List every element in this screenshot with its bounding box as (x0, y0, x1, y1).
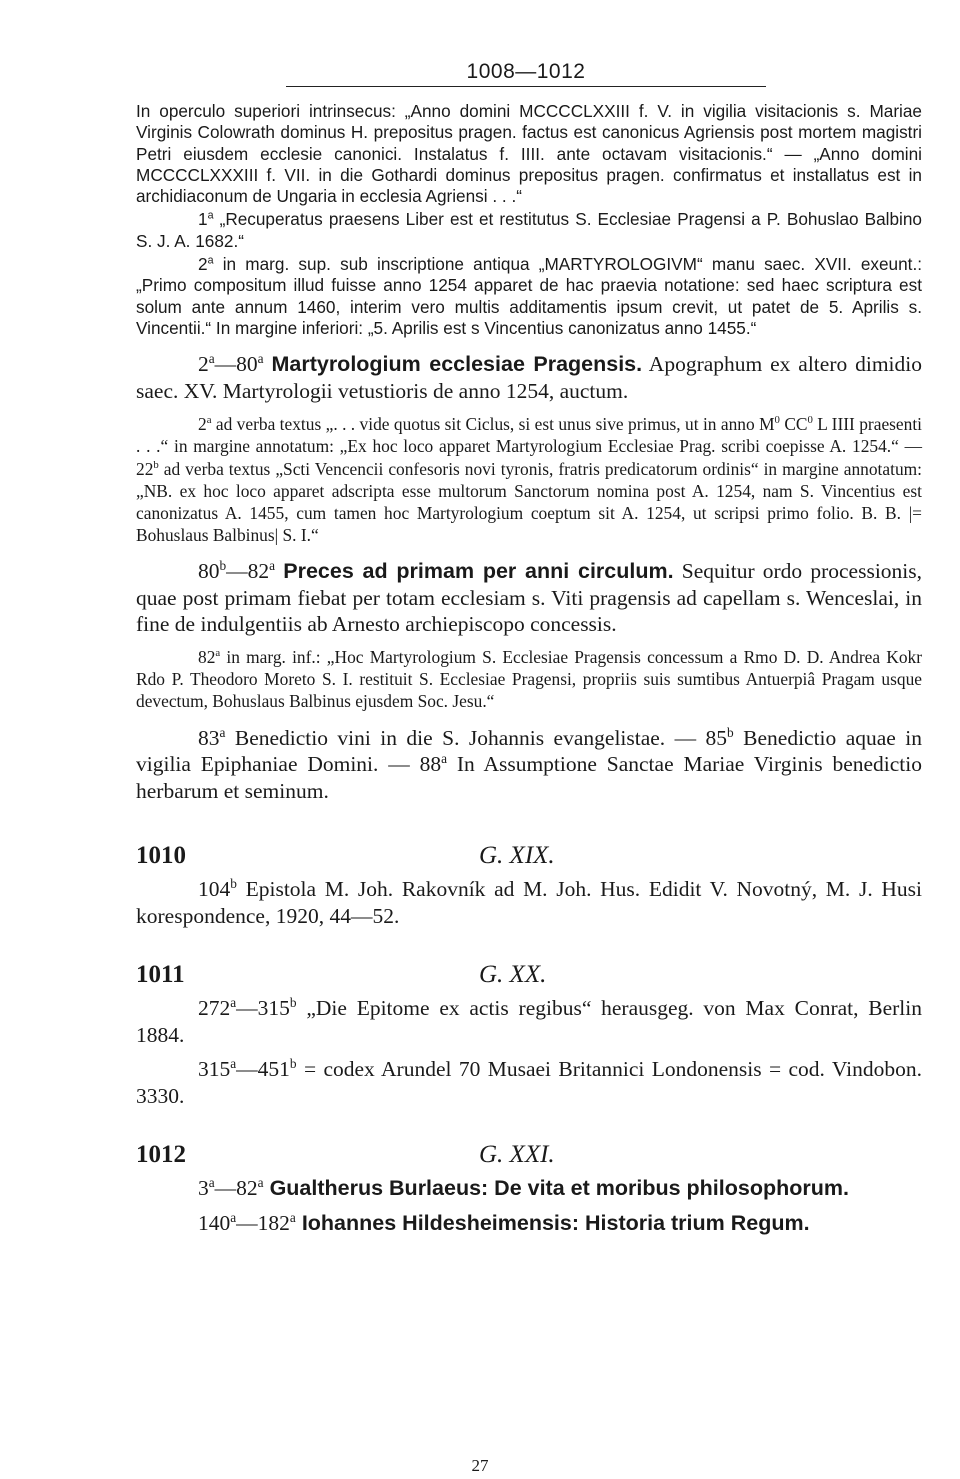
entry-number: 1011 (136, 961, 185, 989)
entry-1011-heading (136, 961, 922, 989)
page-body (136, 60, 922, 1236)
entry-1010-heading (136, 842, 922, 870)
entry-signature: G. XXI. (479, 1141, 555, 1169)
note-1a: 1$^a$ „Recuperatus praesens Liber est et restitutus S. Ecclesiae Pragensi a P. Bohuslao Balbino S. J. A. 1682.“ (136, 209, 922, 251)
entry-1012-text-2: 140$^a$—182$^a$ Iohannes Hildesheimensis: Historia trium Regum. (198, 1209, 810, 1235)
entry-number: 1010 (136, 842, 186, 870)
note-operculum: In operculo superiori intrinsecus: „Anno domini MCCCCLXXIII f. V. in vigilia visitacionis s. Mariae Virginis Colowrath dominus H. prepositus pragen. factus est canonicus Agriensis post mortem magistri Petri eiusdem ecclesie canonici. Instalatus f. IIII. ante octavam visitacionis.“ — „Anno domini MCCCCLXXXIII f. VII. in die Gothardi dominus prepositus pragen. confirmatus et installatus est in archidiaconum de Ungaria in ecclesia Agriensi . . .“ (136, 101, 922, 207)
note-preces: 82$^a$ in marg. inf.: „Hoc Martyrologium S. Ecclesiae Pragensis concessum a Rmo D. D. Andrea Kokr Rdo P. Theodoro Moreto S. I. restituit S. Ecclesiae Pragensi, propriis suis sumtibus Antuerpiâ Pragam usque devectum, Bohuslaus Balbinus ejusdem Soc. Jesu.“ (136, 646, 922, 712)
entry-1011-text-2: $315^a—451^b$ = codex Arundel 70 Musaei Britannici Londonensis = cod. Vindobon. 3330. (136, 1055, 922, 1108)
entry-1012-heading (136, 1141, 922, 1169)
entry-1011-text-1: 272$^a$—315$^b$ „Die Epitome ex actis regibus“ herausgeg. von Max Conrat, Berlin 1884. (136, 994, 922, 1047)
section-benedictio: 83$^a$ Benedictio vini in die S. Johannis evangelistae. — 85$^b$ Benedictio aquae in vigilia Epiphaniae Domini. — 88$^a$ In Assumptione Sanctae Mariae Virginis benedictio herbarum et seminum. (136, 724, 922, 803)
entry-signature: G. XIX. (479, 842, 555, 870)
section-martyrologium: 2$^a$—80$^a$ Martyrologium ecclesiae Pragensis. Apographum ex altero dimidio saec. XV. Martyrologii vetustioris de anno 1254, auctum. (136, 351, 922, 403)
entry-signature: G. XX. (479, 961, 547, 989)
entry-1010-text: 104$^b$ Epistola M. Joh. Rakovník ad M. Joh. Hus. Edidit V. Novotný, M. J. Husi korespondence, 1920, 44—52. (136, 875, 922, 928)
note-martyrologium: 2$^a$ ad verba textus „. . . vide quotus sit Ciclus, si est unus sive primus, ut in anno $M^0$ $CC^0$ L IIII praesenti . . .“ in margine annotatum: „Ex hoc loco apparet Martyrologium Ecclesiae Prag. scribi coepisse A. 1254.“ — 22$^b$ ad verba textus „Scti Vencencii confesoris novi tyronis, fratris predicatorum ordinis“ in margine annotatum: „NB. ex hoc loco apparet adscripta esse multorum Sanctorum nomina post A. 1254, nam S. Vincentius est canonizatus A. 1455, cum tamen hoc Martyrologium coeptum sit A. 1254, ut scripsi primo folio. B. B. |= Bohuslaus Balbinus| S. I.“ (136, 414, 923, 546)
note-2a: 2$^a$ in marg. sup. sub inscriptione antiqua „MARTYROLOGIVM“ manu saec. XVII. exeunt.: „Primo compositum illud fuisse anno 1254 apparet de hac praevia notatione: sed haec scriptura est solum ante annum 1460, interim vero multis additamentis ipsum crevit, ut patet de 5. Aprilis s. Vincentii.“ In margine inferiori: „5. Aprilis est s Vincentius canonizatus anno 1455.“ (136, 254, 922, 338)
entry-1012-text-1: 3$^a$—82$^a$ Gualtherus Burlaeus: De vita et moribus philosophorum. (198, 1174, 849, 1201)
entry-number: 1012 (136, 1141, 186, 1169)
page-number: 27 (471, 1456, 489, 1475)
section-preces: 80$^b$—82$^a$ Preces ad primam per anni circulum. Sequitur ordo processionis, quae post primam fiebat per totam ecclesiam s. Viti pragensis ad capellam s. Wenceslai, in fine de indulgentiis ab Arnesto archiepiscopo concessis. (136, 558, 923, 637)
page-header: 1008—1012 (286, 60, 766, 87)
